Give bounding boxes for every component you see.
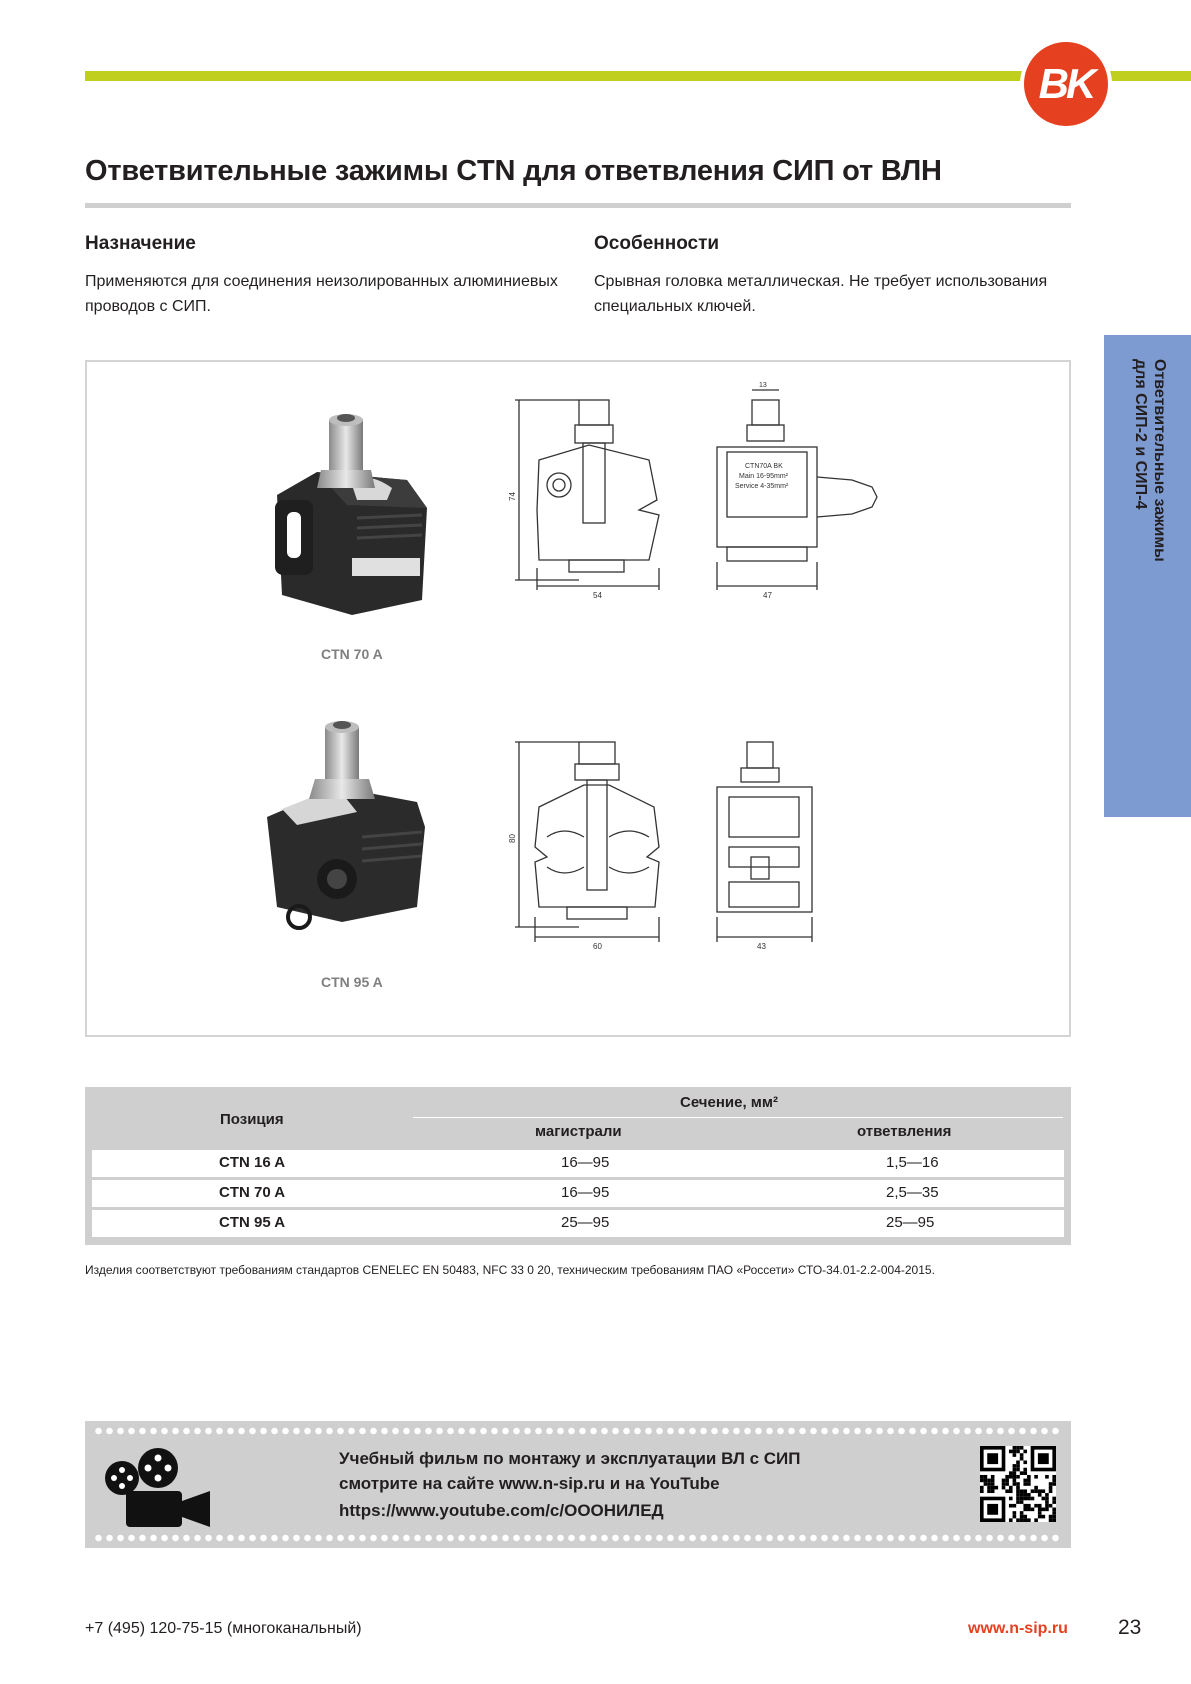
table-row: [92, 1150, 1064, 1177]
company-logo: [1020, 38, 1112, 130]
row-branch: 25—95: [886, 1214, 935, 1231]
table-row: [92, 1180, 1064, 1207]
film-banner: [85, 1421, 1071, 1548]
label-plate-line-1: CTN70A BK: [745, 463, 783, 470]
footer-phone: +7 (495) 120-75-15 (многоканальный): [85, 1620, 362, 1637]
youtube-link[interactable]: https://www.youtube.com/c/ОООНИЛЕД: [339, 1501, 664, 1520]
ctn-70a-side-width-dim: 47: [763, 591, 772, 600]
qr-code-icon[interactable]: [980, 1446, 1056, 1522]
row-position: CTN 70 A: [219, 1184, 286, 1201]
label-plate-line-3: Service 4-35mm²: [735, 483, 789, 490]
row-position: CTN 16 A: [219, 1154, 286, 1171]
page-number: 23: [1118, 1616, 1142, 1639]
column-header-main: магистрали: [535, 1123, 622, 1140]
ctn-70a-front-width-dim: 54: [593, 591, 602, 600]
purpose-heading: Назначение: [85, 233, 196, 254]
film-perforation-bottom: [93, 1533, 1063, 1543]
row-main: 16—95: [561, 1184, 610, 1201]
row-position: CTN 95 A: [219, 1214, 286, 1231]
side-tab-line-1: Ответвительные зажимы: [1151, 359, 1168, 562]
ctn-95a-side-drawing: [707, 737, 847, 952]
row-branch: 1,5—16: [886, 1154, 939, 1171]
features-text: [594, 269, 1047, 319]
features-line-1: Срывная головка металлическая. Не требует использования: [594, 273, 1048, 290]
ctn-70a-height-dim: 74: [508, 492, 517, 501]
column-header-section: Сечение, мм²: [680, 1094, 778, 1111]
row-branch: 2,5—35: [886, 1184, 939, 1201]
column-header-branch: ответвления: [857, 1123, 952, 1140]
ctn-95a-height-dim: 80: [508, 834, 517, 843]
logo-text: BK: [1038, 60, 1094, 107]
purpose-line-1: Применяются для соединения неизолированных алюминиевых: [85, 273, 558, 290]
section-side-tab: [1104, 335, 1191, 817]
ctn-70a-side-drawing: [697, 382, 967, 602]
ctn-95a-caption: CTN 95 A: [321, 974, 383, 990]
label-plate-line-2: Main 16-95mm²: [739, 473, 789, 480]
ctn-70a-front-drawing: [509, 390, 679, 600]
footer-website-link[interactable]: www.n-sip.ru: [968, 1620, 1068, 1637]
table-row: [92, 1210, 1064, 1237]
spec-table: [85, 1087, 1071, 1245]
ctn-95a-side-width-dim: 43: [757, 942, 766, 951]
standards-note: Изделия соответствуют требованиям стандартов CENELEC EN 50483, NFC 33 0 20, техническим требованиям ПАО «Россети» СТО-34.01-2.2-004-2015.: [85, 1263, 935, 1277]
ctn-70a-top-dim: 13: [759, 382, 767, 389]
title-divider: [85, 203, 1071, 208]
features-line-2: специальных ключей.: [594, 298, 756, 315]
header-divider: [413, 1117, 1063, 1118]
page-title: Ответвительные зажимы CTN для ответвления СИП от ВЛН: [85, 155, 942, 187]
column-header-position: Позиция: [220, 1111, 284, 1128]
product-illustrations: [85, 360, 1071, 1037]
film-line-1: Учебный фильм по монтажу и эксплуатации ВЛ с СИП: [339, 1449, 801, 1468]
ctn-95a-front-width-dim: 60: [593, 942, 602, 951]
ctn-95a-front-drawing: [509, 737, 679, 952]
ctn-70a-caption: CTN 70 A: [321, 646, 383, 662]
purpose-text: [85, 269, 558, 319]
features-heading: Особенности: [594, 233, 720, 254]
film-camera-icon: [100, 1446, 220, 1531]
purpose-line-2: проводов с СИП.: [85, 298, 211, 315]
side-tab-line-2: для СИП-2 и СИП-4: [1132, 359, 1149, 510]
ctn-95a-photo: [257, 717, 447, 957]
film-line-2: смотрите на сайте www.n-sip.ru и на YouTube: [339, 1474, 720, 1493]
row-main: 16—95: [561, 1154, 610, 1171]
row-main: 25—95: [561, 1214, 610, 1231]
ctn-70a-photo: [257, 400, 447, 630]
film-perforation-top: [93, 1426, 1063, 1436]
